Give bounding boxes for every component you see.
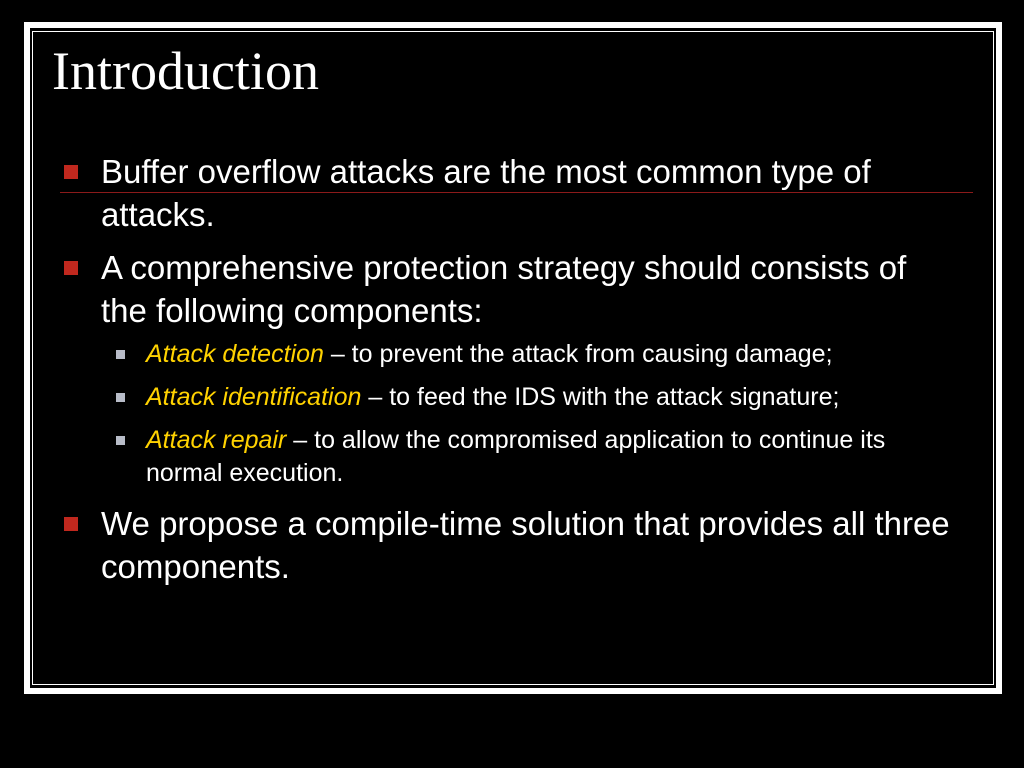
sub-bullet-item (60, 424, 960, 490)
small-square-bullet-icon (116, 436, 125, 445)
sub-bullet-item (60, 338, 960, 371)
bullet-item (60, 502, 960, 588)
small-square-bullet-icon (116, 350, 125, 359)
sub-bullet-text: – to prevent the attack from causing damage; (323, 340, 833, 368)
bullet-text: Buffer overflow attacks are the most common type of attacks. (101, 153, 871, 233)
sub-bullet-term: Attack identification (146, 383, 362, 411)
sub-bullet-text: – to feed the IDS with the attack signature; (361, 383, 840, 411)
bullet-text: A comprehensive protection strategy should consists of the following components: (101, 249, 907, 329)
bullet-item (60, 150, 960, 236)
sub-bullet-text: – to allow the compromised application to continue its normal execution. (146, 426, 886, 487)
slide-title: Introduction (52, 41, 319, 101)
square-bullet-icon (64, 517, 78, 531)
bullet-item (60, 246, 960, 332)
square-bullet-icon (64, 261, 78, 275)
slide-body (60, 150, 960, 598)
square-bullet-icon (64, 165, 78, 179)
sub-bullet-term: Attack repair (146, 426, 287, 454)
sub-bullet-item (60, 381, 960, 414)
small-square-bullet-icon (116, 393, 125, 402)
bullet-text: We propose a compile-time solution that provides all three components. (101, 505, 950, 585)
sub-bullet-term: Attack detection (146, 340, 324, 368)
